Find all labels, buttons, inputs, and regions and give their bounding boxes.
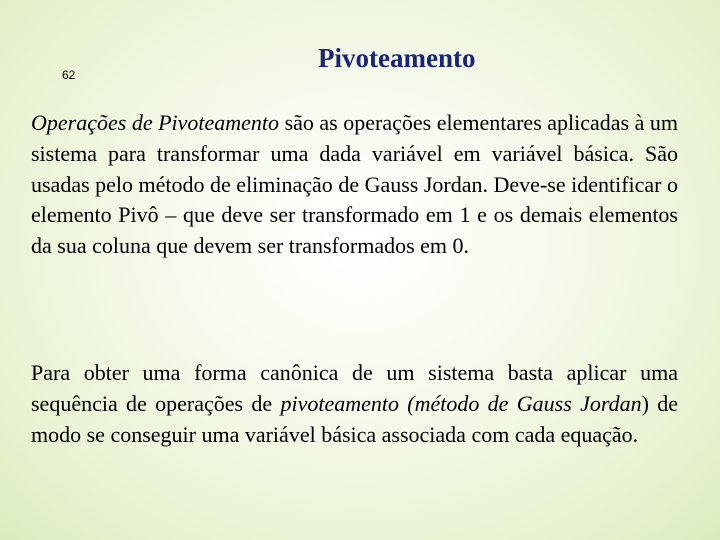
slide-number: 62 [62, 68, 76, 82]
paragraph-pivoting-definition [31, 108, 678, 262]
emphasized-term: Operações de Pivoteamento [31, 110, 280, 135]
canonical-text-end: de modo se conseguir uma variável básica associada com cada equação. [31, 390, 678, 447]
slide-title: Pivoteamento [318, 43, 476, 73]
canonical-text-start: Para obter uma forma canônica de um sistema basta aplicar uma sequência de operações de [31, 360, 678, 416]
paragraph-canonical-form [31, 358, 678, 450]
definition-text: são as operações elementares aplicadas à um sistema para transformar uma dada variável em variável básica. São usadas pelo método de eliminação de Gauss Jordan. Deve-se identificar o elemento Pivô – que deve ser transformado em 1 e os demais elementos da sua coluna que devem ser transformados em 0. [31, 110, 679, 259]
closing-parenthesis: ) [641, 390, 649, 416]
emphasized-method: pivoteamento (método de Gauss Jordan [280, 390, 642, 416]
